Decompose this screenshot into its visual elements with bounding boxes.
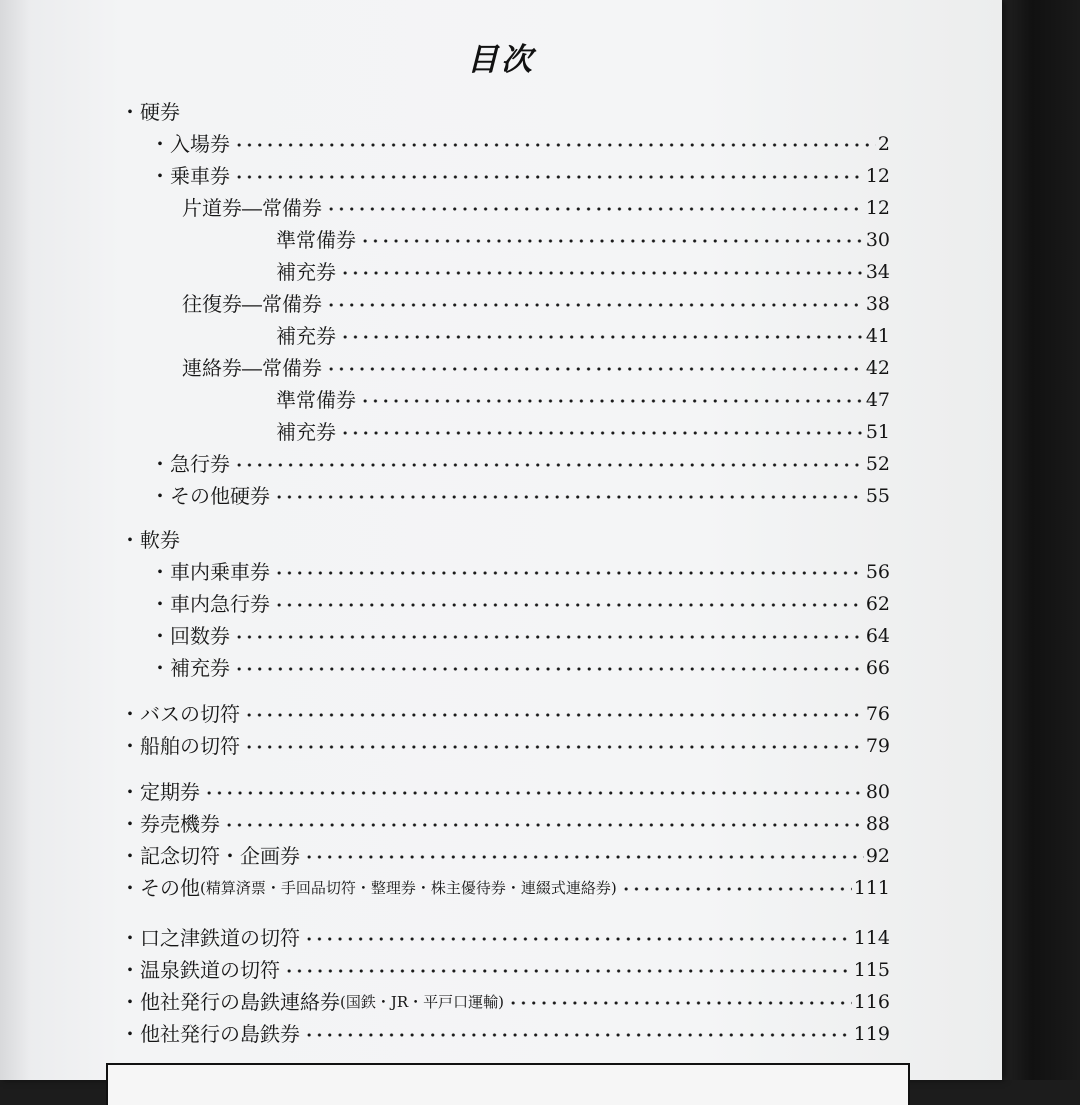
toc-page-number: 64 (865, 625, 890, 647)
dot-leader (234, 174, 864, 180)
toc-entry-label: 補充券 (276, 420, 336, 444)
toc-entry (120, 808, 890, 840)
page-title: 目次 (467, 42, 535, 78)
dot-leader (326, 206, 864, 212)
toc-entry (120, 776, 890, 808)
toc-entry (120, 840, 890, 872)
toc-entry-label: 片道券―常備券 (182, 196, 322, 220)
toc-entry (120, 730, 890, 762)
toc-entry (120, 128, 890, 160)
toc-entry (120, 652, 890, 684)
toc-entry (120, 448, 890, 480)
dot-leader (274, 494, 864, 500)
toc-entry (120, 986, 890, 1018)
toc-page-number: 116 (853, 991, 890, 1013)
toc-page-number: 88 (865, 813, 890, 835)
toc-entry-label: ・車内乗車券 (150, 560, 270, 584)
toc-entry (120, 954, 890, 986)
toc-entry-label: 補充券 (276, 324, 336, 348)
toc-entry-label: ・定期券 (120, 780, 200, 804)
dot-leader (234, 666, 864, 672)
dot-leader (304, 854, 864, 860)
toc-entry (120, 524, 890, 556)
toc-entry (120, 224, 890, 256)
toc-page-number: 12 (865, 165, 890, 187)
dot-leader (340, 430, 864, 436)
dot-leader (621, 886, 852, 892)
toc-page-number: 2 (877, 133, 890, 155)
toc-page-number: 47 (865, 389, 890, 411)
toc-page-number: 79 (865, 735, 890, 757)
toc-page-number: 34 (865, 261, 890, 283)
dot-leader (244, 712, 864, 718)
toc-entry (120, 1018, 890, 1050)
toc-page-number: 42 (865, 357, 890, 379)
page-curve-shadow (0, 0, 30, 1080)
toc-page-number: 12 (865, 197, 890, 219)
toc-page-number: 66 (865, 657, 890, 679)
dot-leader (284, 968, 852, 974)
toc-entry-label: ・券売機券 (120, 812, 220, 836)
dot-leader (304, 936, 852, 942)
dot-leader (340, 334, 864, 340)
toc-entry-label: 補充券 (276, 260, 336, 284)
toc-page-number: 119 (853, 1023, 890, 1045)
dot-leader (360, 398, 864, 404)
toc-entry (120, 556, 890, 588)
toc-entry (120, 480, 890, 512)
toc-entry-label: 連絡券―常備券 (182, 356, 322, 380)
toc-entry (120, 698, 890, 730)
toc-entry (120, 192, 890, 224)
toc-page-number: 62 (865, 593, 890, 615)
toc-entry (120, 288, 890, 320)
toc-entry-label: ・他社発行の島鉄券 (120, 1022, 300, 1046)
dot-leader (340, 270, 864, 276)
toc-entry-label: ・バスの切符 (120, 702, 240, 726)
toc-page-number: 92 (865, 845, 890, 867)
toc-entry-note: (精算済票・手回品切符・整理券・株主優待券・連綴式連絡券) (200, 879, 617, 897)
dot-leader (224, 822, 864, 828)
dot-leader (234, 142, 876, 148)
toc-entry (120, 384, 890, 416)
toc-entry-note: (国鉄・JR・平戸口運輸) (340, 993, 505, 1011)
dot-leader (244, 744, 864, 750)
dot-leader (274, 602, 864, 608)
toc-entry-label: ・入場券 (150, 132, 230, 156)
toc-entry-label: ・急行券 (150, 452, 230, 476)
dot-leader (508, 1000, 852, 1006)
dot-leader (360, 238, 864, 244)
toc-entry-label: 準常備券 (276, 388, 356, 412)
toc-entry (120, 922, 890, 954)
toc-entry-label: ・口之津鉄道の切符 (120, 926, 300, 950)
toc-entry-label: ・回数券 (150, 624, 230, 648)
toc-page-number: 52 (865, 453, 890, 475)
toc-entry-label: ・車内急行券 (150, 592, 270, 616)
dot-leader (304, 1032, 852, 1038)
toc-entry (120, 352, 890, 384)
toc-entry (120, 588, 890, 620)
toc-page-number: 80 (865, 781, 890, 803)
toc-entry-label: ・その他 (120, 876, 200, 900)
bottom-frame (106, 1063, 910, 1105)
toc-entry-label: ・記念切符・企画券 (120, 844, 300, 868)
toc-entry-label: ・他社発行の島鉄連絡券 (120, 990, 340, 1014)
toc-page-number: 55 (865, 485, 890, 507)
toc-entry (120, 320, 890, 352)
toc-entry (120, 416, 890, 448)
toc-entry-label: 往復券―常備券 (182, 292, 322, 316)
dot-leader (326, 366, 864, 372)
dark-background (1000, 0, 1080, 1080)
dot-leader (204, 790, 864, 796)
toc-entry (120, 256, 890, 288)
toc-page-number: 30 (865, 229, 890, 251)
toc-entry-label: 準常備券 (276, 228, 356, 252)
toc-entry-label: ・補充券 (150, 656, 230, 680)
toc-entry-label: ・軟券 (120, 528, 180, 552)
toc-entry (120, 872, 890, 904)
toc-page-number: 38 (865, 293, 890, 315)
toc-page-number: 115 (853, 959, 890, 981)
toc-entry-label: ・温泉鉄道の切符 (120, 958, 280, 982)
toc-page-number: 41 (865, 325, 890, 347)
toc-entry (120, 160, 890, 192)
toc-entry (120, 620, 890, 652)
toc-entry-label: ・船舶の切符 (120, 734, 240, 758)
toc-entry-label: ・硬券 (120, 100, 180, 124)
dot-leader (326, 302, 864, 308)
toc-entry-label: ・乗車券 (150, 164, 230, 188)
toc-page-number: 114 (853, 927, 890, 949)
dot-leader (274, 570, 864, 576)
toc-entry-label: ・その他硬券 (150, 484, 270, 508)
toc-page-number: 56 (865, 561, 890, 583)
toc-entry (120, 96, 890, 128)
dot-leader (234, 462, 864, 468)
toc-page-number: 76 (865, 703, 890, 725)
toc-page-number: 111 (853, 877, 890, 899)
dot-leader (234, 634, 864, 640)
toc-page-number: 51 (865, 421, 890, 443)
